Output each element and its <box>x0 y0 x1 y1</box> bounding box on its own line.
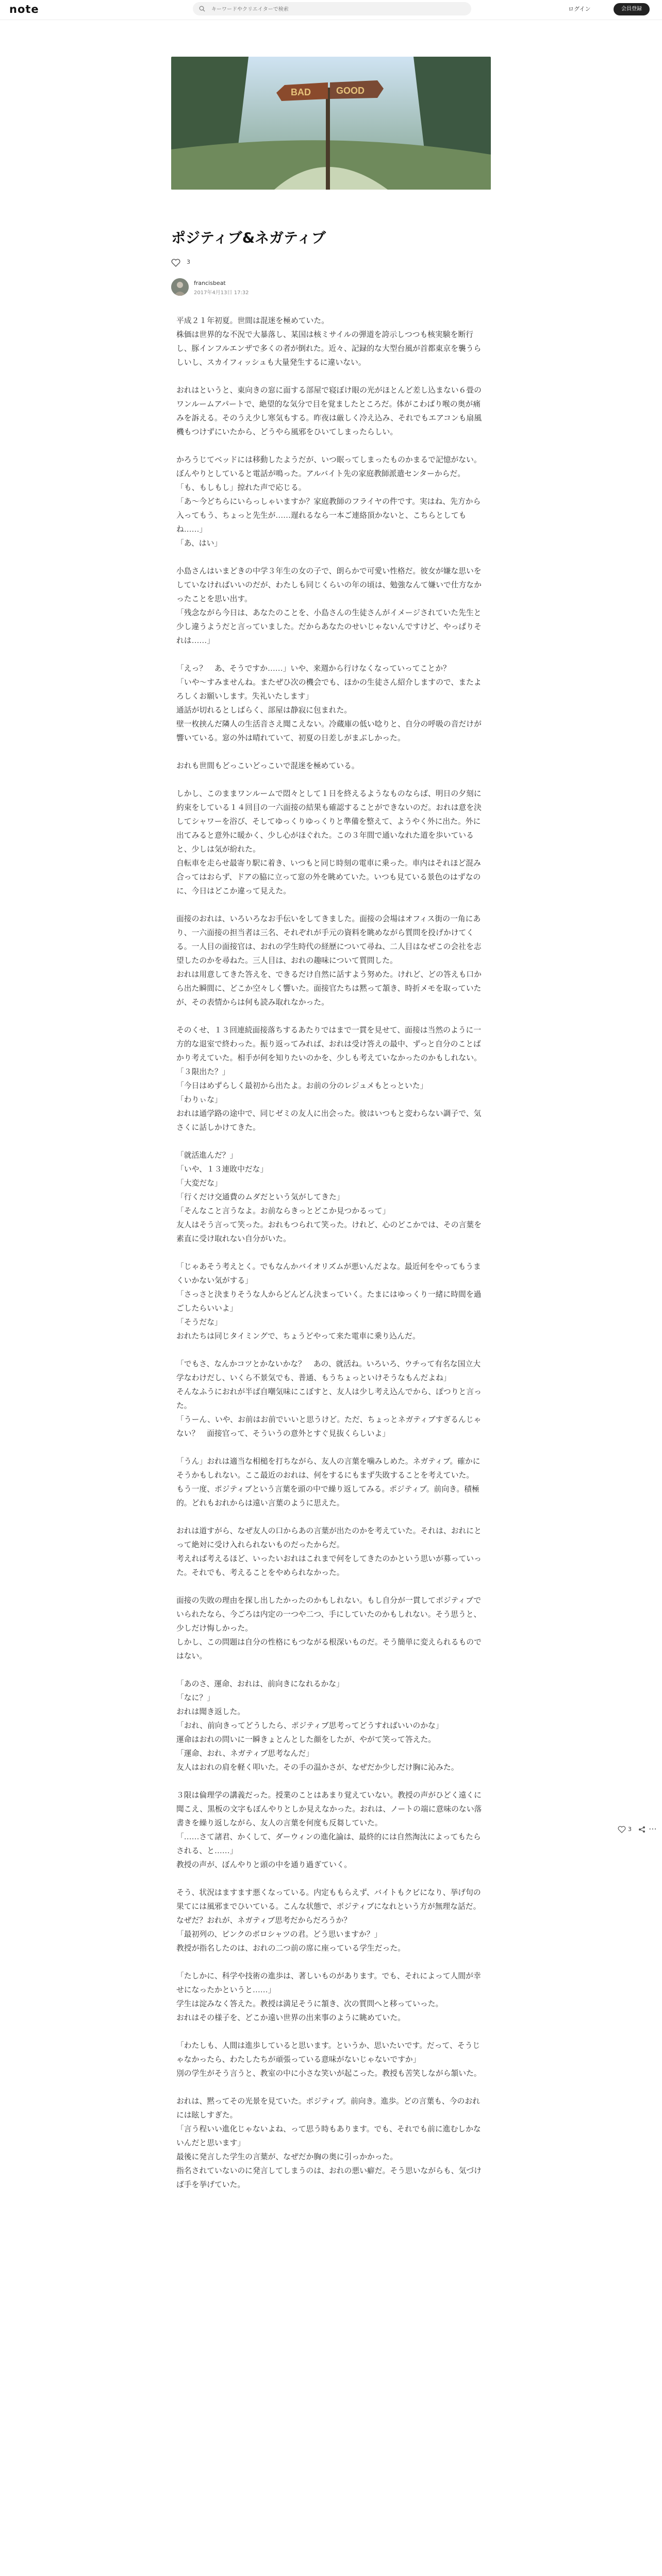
note-logo[interactable]: note <box>9 3 39 15</box>
paragraph: 「わたしも、人間は進歩していると思います。というか、思いたいです。だって、そうじゃなかったら、わたしたちが頑張っている意味がないじゃないですか」 別の学生がそう言うと、教室の中に小さな笑いが起こった。教授も苦笑しながら頷いた。 <box>176 2042 482 2078</box>
paragraph: そう、状況はますます悪くなっている。内定ももらえず、バイトもクビになり、挙げ句の果てには風邪までひいている。こんな状態で、ポジティブになれという方が無理な話だ。 なぜだ？おれが、ネガティブ思考だからだろうか？ 「最初列の、ピンクのボロシャツの君。どう思いますか？」 教授が指名したのは、おれの二つ前の席に座っている学生だった。 <box>176 1889 481 1953</box>
author-block <box>171 278 377 299</box>
forest-signpost-photo <box>171 57 491 190</box>
paragraph: 「たしかに、科学や技術の進歩は、著しいものがあります。でも、それによって人間が幸せになったかというと……」 学生は淀みなく答えた。教授は満足そうに頷き、次の質問へと移っていった。 おれはその様子を、どこか遠い世界の出来事のように眺めていた。 <box>176 1972 481 2022</box>
paragraph: 「えっ？ あ、そうですか……」いや、来週から行けなくなっていってことか？ 「いや～すみませんね。またぜひ次の機会でも、ほかの生徒さん紹介しますので、またよろしくお願いします。失礼いたします」 通話が切れるとしばらく、部屋は静寂に包まれた。 壁一枚挟んだ隣人の生活音さえ聞こえない。冷蔵庫の低い唸りと、自分の呼吸の音だけが響いている。窓の外は晴れていて、初夏の日差しがまぶしかった。 <box>176 665 482 742</box>
paragraph: 「うん」おれは適当な相槌を打ちながら、友人の言葉を噛みしめた。ネガティブ。確かにそうかもしれない。ここ最近のおれは、何をするにもまず失敗することを考えていた。 もう一度、ポジティブという言葉を頭の中で繰り返してみる。ポジティブ。前向き。積極的。どれもおれからは遠い言葉のように思えた。 <box>176 1458 481 1507</box>
paragraph: そのくせ、１３回連続面接落ちするあたりではまで一貫を見せて、面接は当然のように一方的な退室で終わった。振り返ってみれば、おれは受け答えの最中、ずっと自分のことばかり考えていた。相手が何を知りたいのかを、少しも考えていなかったのかもしれない。 「３限出た？」 「今日はめずらしく最初から出たよ。お前の分のレジュメもとっといた」 「わりぃな」 おれは通学路の途中で、同じゼミの友人に出会った。彼はいつもと変わらない調子で、気さくに話しかけてきた。 <box>176 1026 482 1132</box>
like-count: 3 <box>187 259 190 265</box>
paragraph: ３限は倫理学の講義だった。授業のことはあまり覚えていない。教授の声がひどく遠くに聞こえ、黒板の文字もぼんやりとしか見えなかった。おれは、ノートの端に意味のない落書きを繰り返しながら、友人の言葉を何度も反芻していた。 「……さて諸君、かくして、ダーウィンの進化論は、最終的には自然淘汰によってもたらされる、と……」 教授の声が、ぼんやりと頭の中を通り過ぎていく。 <box>176 1791 482 1869</box>
share-icon[interactable] <box>638 1826 646 1833</box>
top-navigation-bar <box>0 0 662 20</box>
search-input[interactable] <box>210 4 465 15</box>
avatar-image <box>171 278 189 296</box>
paragraph: しかし、このままワンルームで悶々として１日を終えるようなものならば、明日の夕刻に約束をしている１４回目の一六面接の結果も確認することができないのだ。おれは意を決してシャワーを浴び、そしてゆっくりゆっくりと準備を整えて、ようやく外に出た。外に出てみると意外に暖かく、少し心がほぐれた。この３年間で通いなれた道を歩いていると、少しは気が紛れた。 自転車を走らせ最寄り駅に着き、いつもと同じ時刻の電車に乗った。車内はそれほど混み合ってはおらず、ドアの脇に立って窓の外を眺めていた。いつも見ている景色のはずなのに、今日はどこか違って見えた。 <box>176 790 482 895</box>
login-link[interactable]: ログイン <box>568 6 591 12</box>
more-icon[interactable]: ⋯ <box>649 1824 657 1834</box>
paragraph: かろうじてベッドには移動したようだが、いつ眠ってしまったものかまるで記憶がない。 ぼんやりとしていると電話が鳴った。アルバイト先の家庭教師派遣センターからだ。 「も、もしもし」掠れた声で応じる。 「あ～今どちらにいらっしゃいますか？家庭教師のフライヤの件です。実はね、先方から入ってもう、ちょっと先生が……遅れるなら一本ご連絡頂かないと、こちらとしてもね……」 「あ、はい」 <box>176 456 482 548</box>
avatar[interactable] <box>171 278 189 296</box>
paragraph: 面接のおれは、いろいろなお手伝いをしてきました。面接の会場はオフィス街の一角にあり、一六面接の担当者は三名、それぞれが手元の資料を眺めながら質問を投げかけてくる。一人目の面接官は、おれの学生時代の経歴について尋ね、二人目はなぜこの会社を志望したのかを尋ねた。三人目は、おれの趣味について質問した。 おれは用意してきた答えを、できるだけ自然に話すよう努めた。けれど、どの答えも口から出た瞬間に、どこか空々しく響いた。面接官たちは黙って頷き、時折メモを取っていたが、その表情からは何も読み取れなかった。 <box>176 915 482 1007</box>
paragraph: おれはというと、東向きの窓に面する部屋で寝ぼけ眼の光がほとんど差し込まない６畳のワンルームアパートで、絶望的な気分で目を覚ましたところだ。体がこわばり喉の奥が痛みを訴える。そのうえ少し寒気もする。昨夜は厳しく冷え込み、それでもエアコンも扇風機もつけずにいたから、どうやら風邪をひいてしまったらしい。 <box>176 386 482 436</box>
article-title: ポジティブ&ネガティブ <box>171 229 326 246</box>
like-count: 3 <box>628 1826 632 1833</box>
sign-bad-text: BAD <box>291 87 311 97</box>
author-name[interactable]: francisbeat <box>194 280 226 286</box>
paragraph: おれは道すがら、なぜ友人の口からあの言葉が出たのかを考えていた。それは、おれにとって絶対に受け入れられないものだったからだ。 考えれば考えるほど、いったいおれはこれまで何をしてきたのかという思いが募っていった。それでも、考えることをやめられなかった。 <box>176 1527 482 1577</box>
signup-button[interactable]: 会員登録 <box>614 3 650 15</box>
sign-good-text: GOOD <box>336 86 365 96</box>
search-icon <box>199 6 205 12</box>
paragraph: 平成２１年初夏。世間は混迷を極めていた。 株価は世界的な不況で大暴落し、某国は核ミサイルの弾道を誇示しつつも核実験を断行し、豚インフルエンザで多くの者が倒れた。近々、記録的な大型台風が首都東京を襲うらしいし、スカイフィッシュも大量発生するに違いない。 <box>176 317 482 367</box>
paragraph: 「あのさ、運命、おれは、前向きになれるかな」 「なに？」 おれは聞き返した。 「おれ、前向きってどうしたら、ポジティブ思考ってどうすればいいのかな」 運命はおれの問いに一瞬きょとんとした顔をしたが、やがて笑って答えた。 「運命、おれ、ネガティブ思考なんだ」 友人はおれの肩を軽く叩いた。その手の温かさが、なぜだか少しだけ胸に沁みた。 <box>176 1680 459 1772</box>
heart-icon[interactable] <box>171 259 180 267</box>
search-box[interactable] <box>193 2 471 15</box>
paragraph: 面接の失敗の理由を探し出したかったのかもしれない。もし自分が一貫してポジティブでいられたなら、今ごろは内定の一つや二つ、手にしていたのかもしれない。そう思うと、少しだけ悔しかった。 しかし、この問題は自分の性格にもつながる根深いものだ。そう簡単に変えられるものではない。 <box>176 1597 482 1660</box>
floating-action-bar <box>614 1824 662 1836</box>
paragraph: おれも世間もどっこいどっこいで混迷を極めている。 <box>176 762 359 770</box>
hero-image <box>171 57 491 190</box>
publish-date: 2017年4月13日 17:32 <box>194 290 249 296</box>
paragraph: 「就活進んだ？」 「いや、１３連敗中だな」 「大変だな」 「行くだけ交通費のムダだという気がしてきた」 「そんなこと言うなよ。お前ならきっとどこか見つかるって」 友人はそう言って笑った。おれもつられて笑った。けれど、心のどこかでは、その言葉を素直に受け取れない自分がいた。 <box>176 1151 482 1243</box>
heart-icon[interactable] <box>618 1826 626 1833</box>
paragraph: おれは、黙ってその光景を見ていた。ポジティブ。前向き。進歩。どの言葉も、今のおれには眩しすぎた。 「言う程いい進化じゃないよね、って思う時もあります。でも、それでも前に進むしかないんだと思います」 最後に発言した学生の言葉が、なぜだか胸の奥に引っかかった。 指名されていないのに発言してしまうのは、おれの悪い癖だ。そう思いながらも、気づけば手を挙げていた。 <box>176 2097 482 2189</box>
paragraph: 小島さんはいまどきの中学３年生の女の子で、朗らかで可愛い性格だ。彼女が嫌な思いをしていなければいいのだが、わたしも同じくらいの年の頃は、勉強なんて嫌いで仕方なかったことを思い出す。 「残念ながら今日は、あなたのことを、小島さんの生徒さんがイメージされていた先生と少し違うようだと言っていました。だからあなたのせいじゃないんですけど、やっぱりそれは……」 <box>176 567 482 645</box>
paragraph: 「じゃあそう考えとく。でもなんかバイオリズムが悪いんだよな。最近何をやってもうまくいかない気がする」 「さっさと決まりそうな人からどんどん決まっていく。たまにはゆっくり一緒に時間を過ごしたらいいよ」 「そうだな」 おれたちは同じタイミングで、ちょうどやって来た電車に乗り込んだ。 <box>176 1263 482 1341</box>
paragraph: 「でもさ、なんかコツとかないかな？ あの、就活ね。いろいろ、ウチって有名な国立大学なわけだし、いくら不景気でも、普通、もうちょっといけそうなもんだよね」 そんなふうにおれが半ば自嘲気味にこぼすと、友人は少し考え込んでから、ぽつりと言った。 「うーん、いや、お前はお前でいいと思うけど。ただ、ちょっとネガティブすぎるんじゃない？ 面接官って、そういうの意外とすぐ見抜くらしいよ」 <box>176 1360 482 1438</box>
article-body <box>176 314 486 2576</box>
